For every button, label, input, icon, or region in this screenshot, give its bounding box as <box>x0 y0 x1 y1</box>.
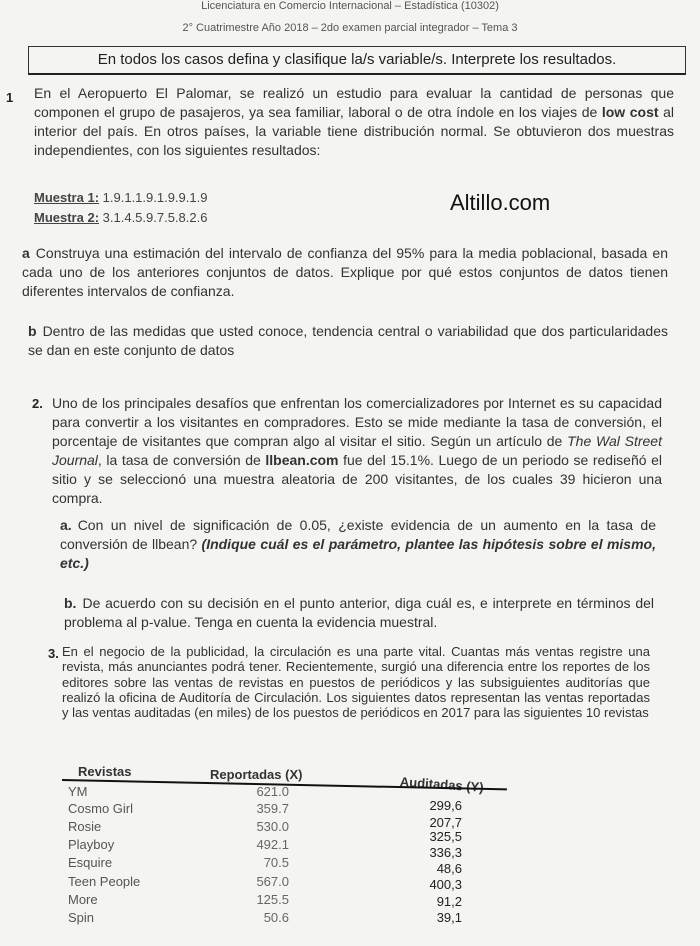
circulation-table <box>62 784 652 934</box>
watermark-altillo: Altillo.com <box>450 190 551 215</box>
instructions-box: En todos los casos defina y clasifique la/s variable/s. Interprete los resultados. <box>28 46 686 75</box>
row-reportadas: 621.0 <box>256 784 289 799</box>
table-row <box>62 819 507 844</box>
row-reportadas: 567.0 <box>256 874 289 889</box>
question-1a <box>22 244 668 301</box>
q1a-text: Construya una estimación del intervalo de confianza del 95% para la media poblacional, basada en cada uno de los anteriores conjuntos de datos. Explique por qué estos conjuntos de datos tienen diferentes intervalos de confianza. <box>22 245 668 299</box>
row-name: Spin <box>68 910 95 925</box>
table-header-auditadas: Auditadas (Y) <box>399 774 485 795</box>
question-3-text: En el negocio de la publicidad, la circulación es una parte vital. Cuantas más ventas registre una revista, más anunciantes podrá tener. Recientemente, surgió una diferencia entre los reportes de los editores sobre las ventas de revistas en puestos de periódicos y las subsiguientes auditorías que realizó la oficina de Auditoría de Circulación. Los siguientes datos representan las ventas reportadas y las ventas auditadas (en miles) de los puestos de periódicos en 2017 para las siguientes 10 revistas <box>62 644 650 721</box>
row-name: Teen People <box>68 874 141 889</box>
question-2b <box>64 594 654 632</box>
q2a-text: Con un nivel de significación de 0.05, ¿existe evidencia de un aumento en la tasa de conversión de llbean? <box>60 517 656 552</box>
row-name: More <box>68 892 98 907</box>
row-auditadas: 91,2 <box>436 894 462 909</box>
row-auditadas: 299,6 <box>429 798 462 813</box>
table-row <box>62 910 507 928</box>
sample-2-label: Muestra 2: <box>34 210 100 225</box>
row-name: YM <box>68 784 88 799</box>
q1-text-post: al interior del país. En otros países, la variable tiene distribución normal. Se obtuvieron dos muestras independientes, con los siguientes resultados: <box>34 104 675 158</box>
row-reportadas: 125.5 <box>256 892 289 907</box>
row-auditadas: 39,1 <box>436 910 462 925</box>
question-1b <box>28 322 668 360</box>
question-1-text <box>34 84 674 160</box>
header-course: Licenciatura en Comercio Internacional – Estadística (10302) <box>201 0 499 12</box>
row-auditadas: 48,6 <box>436 861 462 876</box>
question-1-number: 1 <box>6 90 14 105</box>
header-exam: 2° Cuatrimestre Año 2018 – 2do examen parcial integrador – Tema 3 <box>182 22 518 34</box>
table-header-revistas: Revistas <box>78 764 132 779</box>
q2b-text: De acuerdo con su decisión en el punto anterior, diga cuál es, e interprete en términos del problema al p-value. Tenga en cuenta la evidencia muestral. <box>64 595 654 630</box>
q2-text-c: fue del 15.1%. Luego de un periodo se rediseñó el sitio y se seleccionó una muestra aleatoria de 200 visitantes, de los cuales 39 hicieron una compra. <box>52 452 662 506</box>
question-2a <box>60 516 656 573</box>
question-2-text <box>52 394 662 508</box>
sample-1-label: Muestra 1: <box>34 190 100 205</box>
table-row <box>62 874 507 892</box>
sample-2-values: 3.1.4.5.9.7.5.8.2.6 <box>102 210 208 225</box>
q2-text-italic: The Wal Street Journal <box>52 433 662 468</box>
q2-text-b: , la tasa de conversión de <box>97 452 266 468</box>
question-3-number: 3. <box>48 646 59 661</box>
row-reportadas: 359.7 <box>256 801 289 816</box>
row-name: Rosie <box>68 819 102 834</box>
row-auditadas: 325,5 <box>429 829 462 844</box>
q2b-letter: b. <box>64 595 77 611</box>
table-row <box>62 855 507 876</box>
row-auditadas: 336,3 <box>429 845 462 860</box>
q2a-letter: a. <box>60 517 72 533</box>
q1-text-pre: En el Aeropuerto El Palomar, se realizó un estudio para evaluar la cantidad de personas que componen el grupo de pasajeros, ya sea familiar, laboral o de otra índole en los viajes de <box>34 85 674 120</box>
table-row <box>62 892 507 910</box>
row-reportadas: 530.0 <box>256 819 289 834</box>
q2-text-a: Uno de los principales desafíos que enfrentan los comercializadores por Internet es su capacidad para convertir a los visitantes en compradores. Esto se mide mediante la tasa de conversión, el porcentaje de visitantes que compran algo al visitar el sitio. Según un artículo de <box>52 395 662 449</box>
q1b-letter: b <box>28 323 37 339</box>
table-row <box>62 837 507 860</box>
q2a-emph: (Indique cuál es el parámetro, plantee las hipótesis sobre el mismo, etc.) <box>60 536 656 571</box>
q1a-letter: a <box>22 245 30 261</box>
row-reportadas: 50.6 <box>263 910 289 925</box>
question-2-number: 2. <box>32 396 43 411</box>
q1b-text: Dentro de las medidas que usted conoce, tendencia central o variabilidad que dos particularidades se dan en este conjunto de datos <box>28 323 668 358</box>
row-auditadas: 207,7 <box>429 815 462 830</box>
q1-text-bold: low cost <box>601 104 659 120</box>
sample-1-values: 1.9.1.1.9.1.9.9.1.9 <box>102 190 208 205</box>
sample-2 <box>34 210 207 225</box>
table-header-reportadas: Reportadas (X) <box>210 767 303 782</box>
row-name: Cosmo Girl <box>68 801 134 816</box>
row-reportadas: 492.1 <box>256 837 289 852</box>
row-auditadas: 400,3 <box>429 877 462 892</box>
q2-text-bold: llbean.com <box>265 452 339 468</box>
row-reportadas: 70.5 <box>263 855 289 870</box>
sample-1 <box>34 190 207 205</box>
row-name: Playboy <box>68 837 115 852</box>
row-name: Esquire <box>68 855 113 870</box>
